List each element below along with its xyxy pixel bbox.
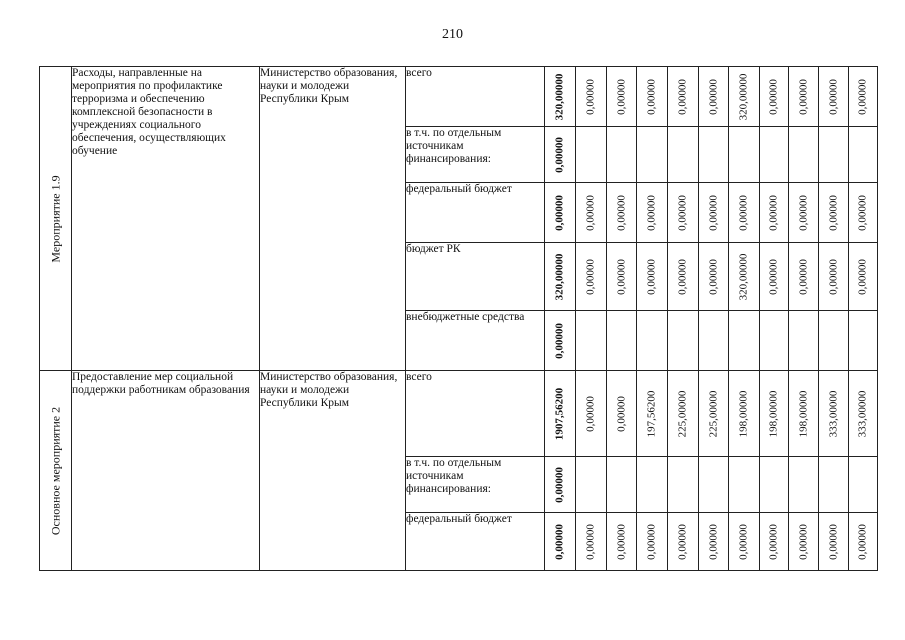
value-cell (849, 513, 878, 571)
year-value: 0,00000 (767, 78, 780, 115)
value-cell (668, 127, 699, 183)
value-cell (849, 371, 878, 457)
value-cell (849, 243, 878, 311)
year-value: 0,00000 (676, 194, 689, 231)
total-value: 0,00000 (553, 194, 566, 231)
year-value: 0,00000 (676, 523, 689, 560)
value-cell (760, 183, 789, 243)
value-cell (819, 67, 849, 127)
value-cell (729, 513, 760, 571)
year-value: 0,00000 (615, 78, 627, 115)
year-value: 0,00000 (645, 523, 658, 560)
value-cell (668, 311, 699, 371)
value-cell (849, 183, 878, 243)
value-cell (607, 311, 637, 371)
year-value: 198,00000 (767, 390, 780, 437)
value-cell (699, 513, 729, 571)
value-cell (729, 371, 760, 457)
year-value: 0,00000 (856, 78, 869, 115)
page-number: 210 (442, 27, 463, 42)
value-cell (637, 371, 668, 457)
year-value: 0,00000 (615, 523, 627, 560)
value-cell (607, 513, 637, 571)
value-cell (668, 183, 699, 243)
value-cell (819, 371, 849, 457)
year-value: 0,00000 (615, 395, 627, 432)
value-cell (789, 183, 819, 243)
value-cell (760, 457, 789, 513)
value-cell (729, 127, 760, 183)
executor-name: Министерство образования, науки и молодежи Республики Крым (260, 371, 406, 571)
year-value: 0,00000 (676, 258, 689, 295)
year-value: 0,00000 (707, 258, 719, 295)
year-value: 0,00000 (767, 194, 780, 231)
value-cell (760, 371, 789, 457)
value-cell (607, 457, 637, 513)
value-cell (668, 513, 699, 571)
year-value: 0,00000 (645, 258, 658, 295)
year-value: 0,00000 (584, 258, 597, 295)
value-cell (576, 243, 607, 311)
section-label: Мероприятие 1.9 (48, 174, 62, 263)
value-cell (789, 127, 819, 183)
year-value: 333,00000 (856, 390, 869, 437)
year-value: 0,00000 (767, 523, 780, 560)
value-cell (668, 243, 699, 311)
value-cell (849, 457, 878, 513)
value-cell (576, 513, 607, 571)
total-cell (545, 127, 576, 183)
value-cell (699, 127, 729, 183)
value-cell (699, 183, 729, 243)
year-value: 0,00000 (584, 78, 597, 115)
value-cell (607, 67, 637, 127)
value-cell (849, 311, 878, 371)
value-cell (637, 243, 668, 311)
value-cell (637, 183, 668, 243)
value-cell (576, 311, 607, 371)
section-label-cell (40, 67, 72, 371)
value-cell (760, 67, 789, 127)
total-value: 0,00000 (553, 322, 566, 359)
value-cell (637, 457, 668, 513)
value-cell (760, 311, 789, 371)
year-value: 0,00000 (827, 78, 839, 115)
year-value: 0,00000 (797, 78, 809, 115)
value-cell (607, 127, 637, 183)
measure-description: Предоставление мер социальной поддержки работникам образования (72, 371, 260, 571)
value-cell (699, 457, 729, 513)
year-value: 0,00000 (797, 258, 809, 295)
section-label: Основное мероприятие 2 (48, 406, 62, 535)
year-value: 0,00000 (615, 258, 627, 295)
year-value: 0,00000 (737, 194, 750, 231)
value-cell (607, 243, 637, 311)
value-cell (729, 67, 760, 127)
total-cell (545, 513, 576, 571)
value-cell (760, 513, 789, 571)
funding-source: федеральный бюджет (406, 183, 545, 243)
value-cell (699, 371, 729, 457)
funding-source: всего (406, 67, 545, 127)
year-value: 320,00000 (737, 73, 750, 120)
year-value: 0,00000 (827, 258, 839, 295)
year-value: 225,00000 (707, 390, 719, 437)
total-cell (545, 183, 576, 243)
year-value: 0,00000 (827, 194, 839, 231)
year-value: 197,56200 (645, 390, 658, 437)
total-cell (545, 457, 576, 513)
year-value: 0,00000 (856, 194, 869, 231)
value-cell (729, 183, 760, 243)
value-cell (637, 513, 668, 571)
value-cell (576, 127, 607, 183)
executor-name: Министерство образования, науки и молодежи Республики Крым (260, 67, 406, 371)
year-value: 0,00000 (707, 78, 719, 115)
total-value: 320,00000 (553, 253, 566, 300)
value-cell (607, 183, 637, 243)
value-cell (819, 513, 849, 571)
year-value: 0,00000 (856, 258, 869, 295)
year-value: 0,00000 (707, 523, 719, 560)
value-cell (637, 311, 668, 371)
value-cell (637, 67, 668, 127)
total-cell (545, 243, 576, 311)
year-value: 0,00000 (584, 523, 597, 560)
year-value: 0,00000 (645, 194, 658, 231)
value-cell (760, 127, 789, 183)
funding-source: внебюджетные средства (406, 311, 545, 371)
value-cell (668, 457, 699, 513)
value-cell (637, 127, 668, 183)
measure-description: Расходы, направленные на мероприятия по профилактике терроризма и обеспечению комплексной безопасности в учреждениях социального обеспечения, осуществляющих обучение (72, 67, 260, 371)
total-cell (545, 371, 576, 457)
value-cell (760, 243, 789, 311)
total-value: 320,00000 (553, 73, 566, 120)
value-cell (576, 371, 607, 457)
value-cell (789, 457, 819, 513)
value-cell (819, 457, 849, 513)
year-value: 0,00000 (584, 194, 597, 231)
year-value: 0,00000 (797, 194, 809, 231)
value-cell (789, 67, 819, 127)
total-value: 0,00000 (553, 136, 566, 173)
year-value: 320,00000 (737, 253, 750, 300)
value-cell (607, 371, 637, 457)
year-value: 198,00000 (737, 390, 750, 437)
value-cell (576, 183, 607, 243)
value-cell (729, 243, 760, 311)
total-cell (545, 311, 576, 371)
table-row (40, 67, 878, 127)
funding-source: в т.ч. по отдельным источникам финансирования: (406, 127, 545, 183)
value-cell (789, 513, 819, 571)
value-cell (668, 371, 699, 457)
funding-source: бюджет РК (406, 243, 545, 311)
total-value: 0,00000 (553, 466, 566, 503)
year-value: 0,00000 (797, 523, 809, 560)
total-value: 0,00000 (553, 523, 566, 560)
value-cell (576, 67, 607, 127)
total-value: 1907,56200 (553, 387, 566, 440)
table-row (40, 371, 878, 457)
value-cell (668, 67, 699, 127)
budget-table (39, 66, 878, 571)
total-cell (545, 67, 576, 127)
funding-source: федеральный бюджет (406, 513, 545, 571)
value-cell (576, 457, 607, 513)
year-value: 0,00000 (584, 395, 597, 432)
value-cell (819, 183, 849, 243)
value-cell (699, 311, 729, 371)
value-cell (819, 311, 849, 371)
year-value: 0,00000 (615, 194, 627, 231)
year-value: 0,00000 (676, 78, 689, 115)
value-cell (729, 311, 760, 371)
year-value: 0,00000 (856, 523, 869, 560)
value-cell (789, 371, 819, 457)
value-cell (699, 67, 729, 127)
value-cell (849, 127, 878, 183)
value-cell (819, 243, 849, 311)
value-cell (789, 311, 819, 371)
value-cell (699, 243, 729, 311)
year-value: 0,00000 (767, 258, 780, 295)
year-value: 333,00000 (827, 390, 839, 437)
year-value: 0,00000 (827, 523, 839, 560)
value-cell (729, 457, 760, 513)
section-label-cell (40, 371, 72, 571)
year-value: 198,00000 (797, 390, 809, 437)
value-cell (789, 243, 819, 311)
year-value: 0,00000 (737, 523, 750, 560)
funding-source: в т.ч. по отдельным источникам финансирования: (406, 457, 545, 513)
value-cell (819, 127, 849, 183)
funding-source: всего (406, 371, 545, 457)
year-value: 225,00000 (676, 390, 689, 437)
year-value: 0,00000 (645, 78, 658, 115)
value-cell (849, 67, 878, 127)
year-value: 0,00000 (707, 194, 719, 231)
